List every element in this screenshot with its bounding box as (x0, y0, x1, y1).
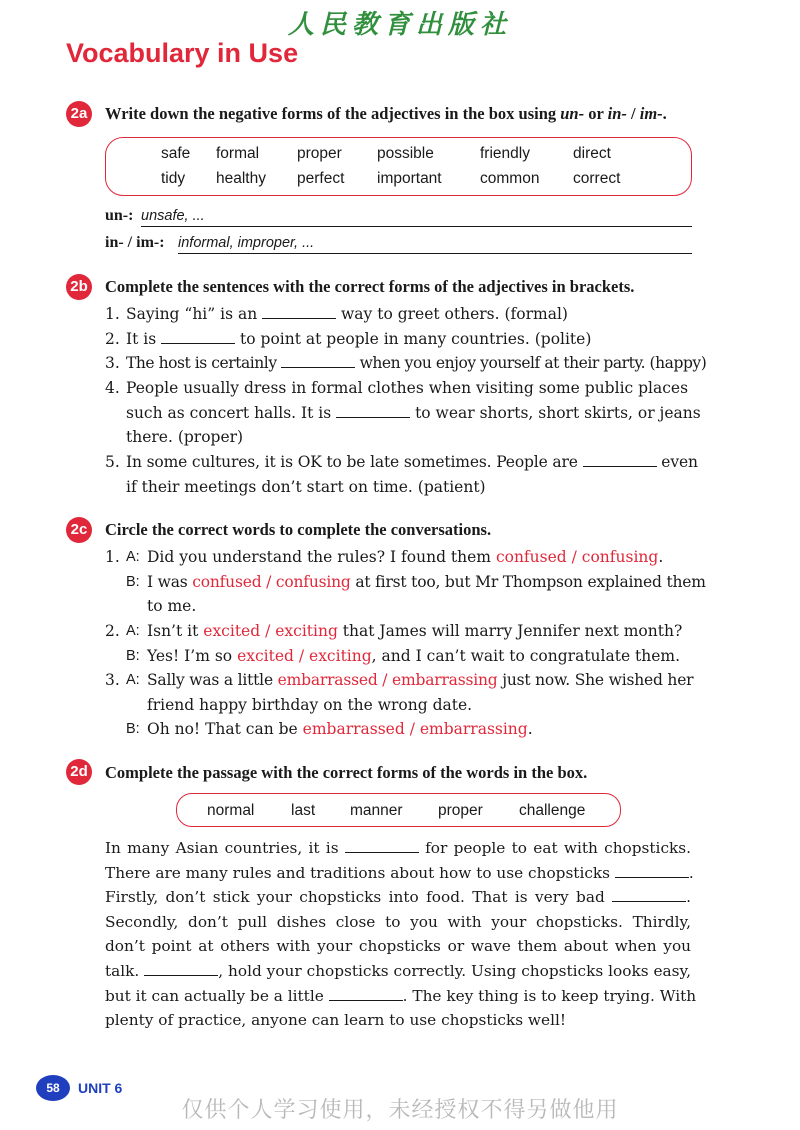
box-word: safe (161, 145, 191, 162)
passage-line: plenty of practice, anyone can learn to use chopsticks well! (105, 1011, 567, 1030)
speaker-a: A: (126, 549, 140, 565)
box-word: formal (216, 145, 260, 162)
dialogue-3a-line2: friend happy birthday on the wrong date. (147, 696, 473, 714)
answer-blank[interactable] (262, 306, 336, 319)
word-choice[interactable]: confused / confusing (192, 573, 351, 591)
dialogue-1a: Did you understand the rules? I found them confused / confusing. (147, 548, 664, 566)
sentence-2b-4-line2: such as concert halls. It is to wear shorts, short skirts, or jeans (126, 404, 701, 422)
unit-label: UNIT 6 (78, 1080, 123, 1096)
speaker-b: B: (126, 721, 140, 737)
speaker-a: A: (126, 623, 140, 639)
page-number: 58 (36, 1075, 70, 1101)
answer-blank[interactable] (144, 963, 218, 976)
in-im-line-example: informal, improper, ... (178, 235, 315, 251)
word-choice[interactable]: excited / exciting (237, 647, 372, 665)
box-word: friendly (480, 145, 530, 162)
word-choice[interactable]: excited / exciting (203, 622, 338, 640)
dialogue-3b: Oh no! That can be embarrassed / embarrassing. (147, 720, 533, 738)
un-line-label: un-: (105, 207, 134, 224)
sentence-2b-5-line2: if their meetings don’t start on time. (patient) (126, 478, 486, 496)
item-number: 5. (105, 453, 120, 471)
passage-line: don’t point at others with your chopsticks or wave them about when you (105, 937, 691, 956)
box-word: common (480, 170, 540, 187)
item-number: 2. (105, 622, 120, 640)
answer-blank[interactable] (612, 889, 686, 902)
un-line-example: unsafe, ... (141, 208, 205, 224)
item-number: 3. (105, 671, 120, 689)
box-word: important (377, 170, 442, 187)
box-word: correct (573, 170, 621, 187)
passage-line: Firstly, don’t stick your chopsticks into food. That is very bad . (105, 888, 691, 907)
item-number: 1. (105, 305, 120, 323)
in-im-line-label: in- / im-: (105, 234, 165, 251)
section-badge-2a: 2a (66, 101, 92, 127)
dialogue-2b: Yes! I’m so excited / exciting, and I can’t wait to congratulate them. (147, 647, 681, 665)
box-word: healthy (216, 170, 266, 187)
word-choice[interactable]: embarrassed / embarrassing (277, 671, 498, 689)
speaker-a: A: (126, 672, 140, 688)
watermark: 仅供个人学习使用，未经授权不得另做他用 (181, 1098, 619, 1123)
instruction-2b: Complete the sentences with the correct forms of the adjectives in brackets. (105, 277, 635, 296)
passage-line: but it can actually be a little . The key thing is to keep trying. With (105, 986, 697, 1005)
answer-blank[interactable] (161, 331, 235, 344)
page-title: Vocabulary in Use (66, 38, 299, 68)
sentence-2b-5-line1: In some cultures, it is OK to be late sometimes. People are even (126, 453, 698, 471)
answer-blank[interactable] (336, 405, 410, 418)
sentence-2b-4-line3: there. (proper) (126, 428, 244, 446)
passage-line: Secondly, don’t pull dishes close to you with your chopsticks. Thirdly, (105, 912, 691, 931)
speaker-b: B: (126, 574, 140, 590)
word-choice[interactable]: embarrassed / embarrassing (302, 720, 528, 738)
item-number: 3. (105, 354, 120, 372)
answer-blank[interactable] (583, 454, 657, 467)
instruction-2c: Circle the correct words to complete the conversations. (105, 520, 492, 539)
box-word: challenge (519, 802, 586, 819)
sentence-2b-4-line1: People usually dress in formal clothes when visiting some public places (126, 379, 689, 397)
passage-line: talk. , hold your chopsticks correctly. Using chopsticks looks easy, (105, 961, 691, 980)
in-im-answer-line[interactable] (178, 253, 692, 254)
box-word: proper (297, 145, 342, 162)
box-word: last (291, 802, 316, 819)
speaker-b: B: (126, 648, 140, 664)
instruction-2a: Write down the negative forms of the adjectives in the box using un- or in- / im-. (105, 104, 667, 123)
section-badge-2c: 2c (66, 517, 92, 543)
box-word: tidy (161, 170, 186, 187)
un-answer-line[interactable] (141, 226, 692, 227)
passage-line: There are many rules and traditions about how to use chopsticks . (105, 863, 694, 882)
section-badge-2b: 2b (66, 274, 92, 300)
answer-blank[interactable] (329, 988, 403, 1001)
box-word: normal (207, 802, 255, 819)
dialogue-1b-line2: to me. (147, 597, 197, 615)
item-number: 1. (105, 548, 120, 566)
publisher-logo: 人民教育出版社 (287, 10, 512, 40)
box-word: manner (350, 802, 403, 819)
box-word: proper (438, 802, 483, 819)
passage (105, 836, 697, 1033)
answer-blank[interactable] (345, 840, 419, 853)
dialogue-2a: Isn’t it excited / exciting that James will marry Jennifer next month? (147, 622, 683, 640)
sentence-2b-3: The host is certainly when you enjoy yourself at their party. (happy) (126, 354, 707, 372)
box-word: possible (377, 145, 434, 162)
section-badge-2d: 2d (66, 759, 92, 785)
answer-blank[interactable] (615, 865, 689, 878)
item-number: 4. (105, 379, 120, 397)
sentence-2b-2: It is to point at people in many countries. (polite) (126, 330, 592, 348)
passage-line: In many Asian countries, it is for people to eat with chopsticks. (105, 839, 691, 857)
dialogue-1b: I was confused / confusing at first too, but Mr Thompson explained them (147, 573, 706, 591)
sentence-2b-1: Saying “hi” is an way to greet others. (formal) (126, 305, 568, 323)
dialogue-3a: Sally was a little embarrassed / embarrassing just now. She wished her (147, 671, 694, 689)
instruction-2d: Complete the passage with the correct forms of the words in the box. (105, 763, 588, 782)
item-number: 2. (105, 330, 120, 348)
box-word: perfect (297, 170, 345, 187)
answer-blank[interactable] (281, 355, 355, 368)
box-word: direct (573, 145, 611, 162)
word-choice[interactable]: confused / confusing (495, 548, 659, 566)
